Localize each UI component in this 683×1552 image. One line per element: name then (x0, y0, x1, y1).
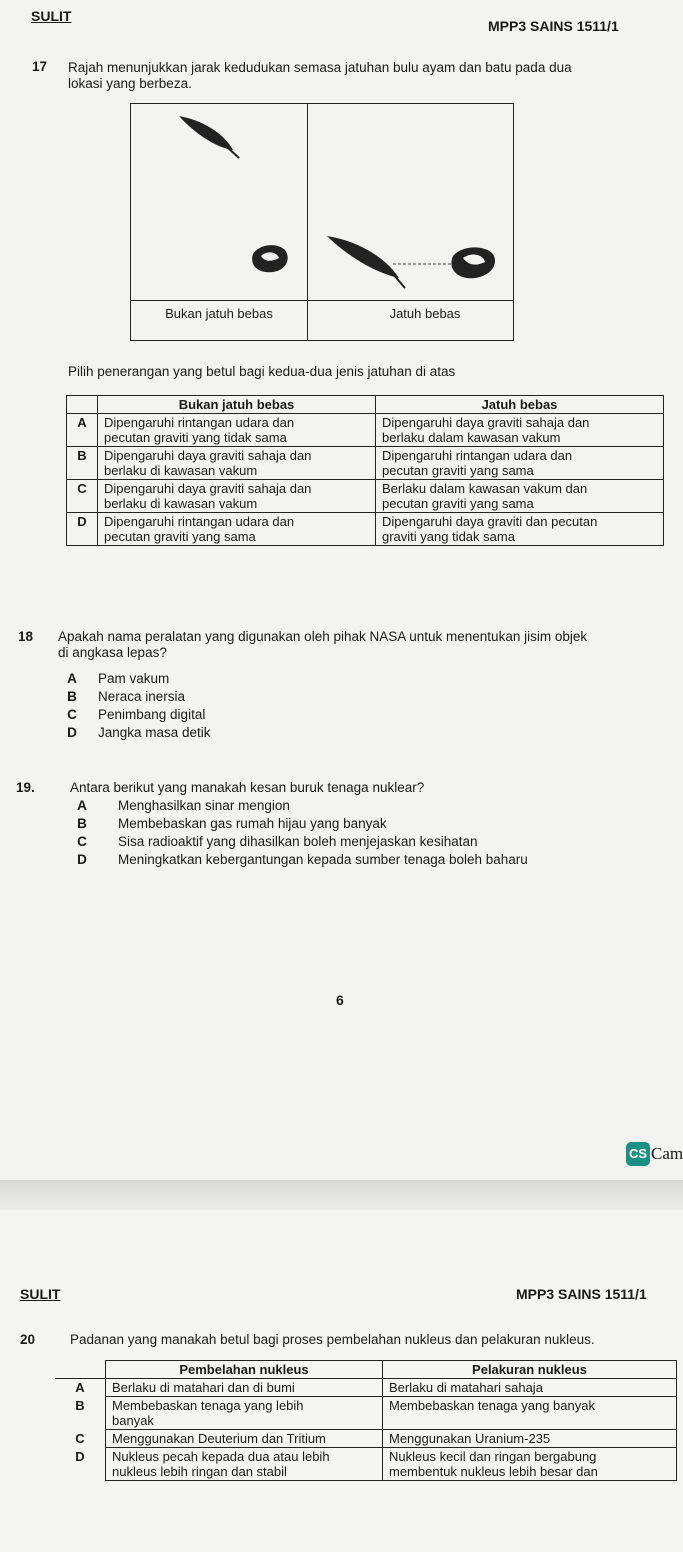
option-c[interactable]: C Penimbang digital (67, 707, 206, 722)
table-header: Bukan jatuh bebas (98, 396, 376, 414)
page-2 (0, 1210, 683, 1552)
camscanner-badge: CS (626, 1142, 650, 1166)
table-cell: Membebaskan tenaga yang banyak (383, 1397, 677, 1430)
table-cell: Dipengaruhi daya graviti sahaja dan berlaku dalam kawasan vakum (375, 414, 663, 447)
page-number: 6 (336, 992, 344, 1008)
page-gap (0, 1180, 683, 1210)
q19-number: 19. (16, 780, 35, 795)
q17-text-line1: Rajah menunjukkan jarak kedudukan semasa jatuhan bulu ayam dan batu pada dua (68, 60, 572, 75)
table-cell: Nukleus kecil dan ringan bergabung membentuk nukleus lebih besar dan (383, 1448, 677, 1481)
table-cell: Menggunakan Uranium-235 (383, 1430, 677, 1448)
table-cell: Nukleus pecah kepada dua atau lebih nukleus lebih ringan dan stabil (106, 1448, 383, 1481)
table-header-row (55, 1361, 677, 1379)
header-code: MPP3 SAINS 1511/1 (516, 1286, 647, 1302)
q20-number: 20 (20, 1332, 36, 1347)
table-row[interactable] (67, 414, 664, 447)
table-cell: Berlaku di matahari sahaja (383, 1379, 677, 1397)
option-label: C (75, 1430, 85, 1446)
q17-instruction: Pilih penerangan yang betul bagi kedua-dua jenis jatuhan di atas (68, 364, 456, 379)
table-cell: Dipengaruhi daya graviti dan pecutan graviti yang tidak sama (375, 513, 663, 546)
table-cell: Membebaskan tenaga yang lebih banyak (106, 1397, 383, 1430)
q17-number: 17 (32, 59, 48, 74)
option-label: A (67, 414, 98, 447)
table-header: Pelakuran nukleus (383, 1361, 677, 1379)
option-d[interactable]: D Jangka masa detik (67, 725, 211, 740)
option-a[interactable]: A Menghasilkan sinar mengion (77, 798, 290, 813)
q20-question: Padanan yang manakah betul bagi proses pembelahan nukleus dan pelakuran nukleus. (70, 1332, 595, 1347)
option-label: B (75, 1397, 85, 1413)
option-a[interactable]: A Pam vakum (67, 671, 170, 686)
camscanner-text: Cam (651, 1144, 683, 1163)
table-row[interactable] (55, 1397, 677, 1430)
option-label: B (67, 447, 98, 480)
option-label: C (67, 480, 98, 513)
table-cell: Dipengaruhi daya graviti sahaja dan berlaku di kawasan vakum (98, 480, 376, 513)
q17-figure (130, 103, 514, 341)
q18-question (58, 629, 683, 661)
caption-left: Bukan jatuh bebas (165, 306, 273, 321)
q17-table (66, 395, 664, 546)
option-c[interactable]: C Sisa radioaktif yang dihasilkan boleh menjejaskan kesihatan (77, 834, 478, 849)
q18-options (46, 670, 211, 742)
table-row[interactable] (55, 1379, 677, 1397)
q18-text-line1: Apakah nama peralatan yang digunakan oleh pihak NASA untuk menentukan jisim objek (58, 629, 588, 644)
q19-question: Antara berikut yang manakah kesan buruk tenaga nuklear? (70, 780, 425, 795)
option-b[interactable]: B Membebaskan gas rumah hijau yang banyak (77, 816, 387, 831)
rock-icon-left (252, 245, 288, 272)
q17-text-line2: lokasi yang berbeza. (68, 76, 192, 91)
q18-number: 18 (18, 629, 34, 644)
table-row[interactable] (67, 513, 664, 546)
feather-icon-right (327, 236, 405, 288)
table-row[interactable] (67, 480, 664, 513)
option-label: D (67, 513, 98, 546)
header-code: MPP3 SAINS 1511/1 (488, 18, 619, 34)
table-cell: Berlaku di matahari dan di bumi (106, 1379, 383, 1397)
table-cell: Dipengaruhi rintangan udara dan pecutan graviti yang sama (98, 513, 376, 546)
option-d[interactable]: D Meningkatkan kebergantungan kepada sumber tenaga boleh baharu (77, 852, 528, 867)
table-header-row (67, 396, 664, 414)
table-cell: Berlaku dalam kawasan vakum dan pecutan graviti yang sama (375, 480, 663, 513)
table-row[interactable] (67, 447, 664, 480)
caption-right: Jatuh bebas (389, 306, 461, 321)
table-row[interactable] (55, 1430, 677, 1448)
table-cell: Menggunakan Deuterium dan Tritium (106, 1430, 383, 1448)
header-sulit: SULIT (20, 1286, 61, 1302)
option-label: A (75, 1380, 85, 1395)
table-row[interactable] (55, 1448, 677, 1481)
table-header: Jatuh bebas (375, 396, 663, 414)
rock-icon-right (451, 247, 495, 278)
q19-options (46, 797, 528, 869)
q20-table (55, 1360, 677, 1481)
table-cell: Dipengaruhi rintangan udara dan pecutan graviti yang sama (375, 447, 663, 480)
header-sulit: SULIT (31, 8, 72, 24)
option-b[interactable]: B Neraca inersia (67, 689, 186, 704)
table-cell: Dipengaruhi daya graviti sahaja dan berlaku di kawasan vakum (98, 447, 376, 480)
feather-icon-left (179, 116, 239, 158)
figure-divider-horizontal (131, 300, 513, 301)
figure-drawing (131, 104, 513, 300)
q17-question (68, 60, 668, 92)
option-label: D (75, 1448, 85, 1464)
table-header: Pembelahan nukleus (106, 1361, 383, 1379)
q18-text-line2: di angkasa lepas? (58, 645, 167, 660)
table-cell: Dipengaruhi rintangan udara dan pecutan graviti yang tidak sama (98, 414, 376, 447)
